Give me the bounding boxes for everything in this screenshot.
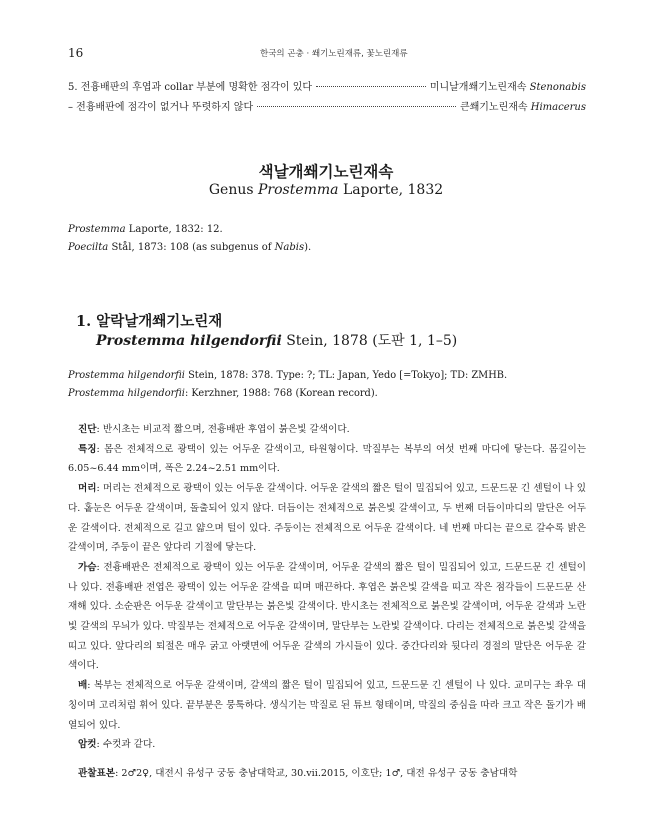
key-result-latin: Himacerus: [530, 102, 586, 113]
description-paragraph: [68, 479, 586, 558]
paragraph-label: 배: [78, 680, 88, 692]
paragraph-label: 암컷: [78, 739, 97, 751]
key-lead: 5. 전흉배판의 후엽과 collar 부분에 명확한 점각이 있다: [68, 82, 313, 93]
synonym-name: Prostemma: [68, 224, 126, 235]
synonym-reference: Laporte, 1832: 12.: [128, 224, 223, 235]
species-description: [68, 420, 586, 784]
species-heading-latin: [96, 330, 457, 350]
synonym-reference: : Kerzhner, 1988: 768 (Korean record).: [184, 388, 378, 399]
species-author: Stein, 1878 (도판 1, 1–5): [281, 333, 458, 349]
genus-name: Prostemma: [257, 182, 339, 198]
genus-title-latin: [0, 182, 652, 198]
synonym-note-end: ).: [304, 242, 312, 253]
description-paragraph: [68, 676, 586, 735]
key-lead: – 전흉배판에 점각이 없거나 뚜렷하지 않다: [68, 102, 254, 113]
paragraph-label: 진단: [78, 424, 97, 435]
species-name: Prostemma hilgendorfii: [96, 333, 282, 349]
synonym-name: Poecilta: [68, 242, 109, 253]
key-result-korean: 미니날개쐐기노린재속: [429, 82, 527, 93]
synonym-name: Prostemma hilgendorfii: [68, 370, 185, 381]
synonym-note-name: Nabis: [274, 242, 305, 253]
genus-title-korean: 색날개쐐기노린재속: [258, 162, 394, 181]
species-synonym: [68, 370, 507, 381]
page-number: 16: [68, 46, 84, 60]
paragraph-text: : 복부는 전체적으로 어두운 갈색이며, 갈색의 짧은 털이 밀집되어 있고, 드문드문 긴 센털이 나 있다. 교미구는 좌우 대칭이며 고리처럼 휘어 있다. 끝부분은 뭉툭하다. 생식기는 막질로 된 튜브 형태이며, 막질의 중심을 따라 크고 작은 돌기가 배열되어 있다.: [68, 680, 586, 731]
paragraph-label: 특징: [78, 443, 97, 455]
paragraph-text: : 반시초는 비교적 짧으며, 전흉배판 후엽이 붉은빛 갈색이다.: [96, 424, 350, 435]
key-result-korean: 큰쐐기노린재속: [459, 102, 528, 113]
key-result: [430, 78, 586, 93]
paragraph-label: 가슴: [78, 561, 97, 573]
paragraph-text: : 2♂2♀, 대전시 유성구 궁동 충남대학교, 30.vii.2015, 이호단; 1♂, 대전 유성구 궁동 충남대학: [115, 767, 518, 779]
genus-prefix: Genus: [208, 182, 254, 198]
synonym-reference: Stein, 1878: 378. Type: ?; TL: Japan, Yedo [=Tokyo]; TD: ZMHB.: [184, 370, 508, 381]
paragraph-text: : 전흉배판은 전체적으로 광택이 있는 어두운 갈색이며, 어두운 갈색의 짧은 털이 밀집되어 있고, 드문드문 긴 센털이 나 있다. 전흉배판 전엽은 광택이 있는 어두운 갈색을 띠며 매끈하다. 후엽은 붉은빛 갈색을 띠고 작은 점각들이 드문드문 산재해 있다. 소순판은 어두운 갈색이고 말단부는 붉은빛 갈색이다. 반시초는 전체적으로 붉은빛 갈색이며, 어두운 갈색과 노란빛 갈색의 무늬가 있다. 막질부는 전체적으로 어두운 갈색이며, 말단부는 노란빛 갈색이다. 다리는 전체적으로 붉은빛 갈색을 띠고 있다. 앞다리의 퇴절은 매우 굵고 아랫면에 어두운 갈색의 가시들이 있다. 중간다리와 뒷다리 경절의 말단은 어두운 갈색이다.: [68, 561, 586, 672]
key-result: [460, 98, 586, 113]
leader-dots: [257, 106, 456, 107]
running-title: 한국의 곤충 · 쐐기노린재류, 꽃노린재류: [260, 49, 408, 59]
genus-synonym: [68, 224, 223, 235]
paragraph-label: 관찰표본: [78, 767, 116, 779]
material-examined: [68, 764, 586, 784]
paragraph-label: 머리: [78, 483, 97, 495]
genus-synonym: [68, 242, 311, 253]
species-synonym: [68, 388, 378, 399]
key-couplet-line: [68, 98, 586, 113]
key-couplet-line: [68, 78, 586, 93]
paragraph-text: : 머리는 전체적으로 광택이 있는 어두운 갈색이다. 어두운 갈색의 짧은 털이 밀집되어 있고, 드문드문 긴 센털이 나 있다. 홑눈은 어두운 갈색이며, 돌출되어 있지 않다. 더듬이는 전체적으로 붉은빛 갈색이고, 두 번째 더듬이마디의 말단은 어두운 갈색이다. 전체적으로 길고 얇으며 털이 있다. 주둥이는 전체적으로 어두운 갈색이다. 네 번째 마디는 끝으로 갈수록 밝은 갈색이며, 주둥이 끝은 앞다리 기절에 닿는다.: [68, 483, 586, 554]
spacer: [68, 755, 586, 764]
description-paragraph: [68, 558, 586, 676]
paragraph-text: : 몸은 전체적으로 광택이 있는 어두운 갈색이고, 타원형이다. 막질부는 복부의 여섯 번째 마디에 닿는다. 몸길이는 6.05~6.44 mm이며, 폭은 2.24~2.51 mm이다.: [68, 443, 586, 475]
key-result-latin: Stenonabis: [529, 82, 586, 93]
description-paragraph: [68, 440, 586, 479]
genus-author: Laporte, 1832: [342, 182, 444, 198]
species-heading-korean: 1. 알락날개쐐기노린재: [76, 313, 223, 330]
description-paragraph: [68, 420, 586, 440]
leader-dots: [316, 86, 426, 87]
synonym-name: Prostemma hilgendorfii: [68, 388, 185, 399]
synonym-reference: Stål, 1873: 108 (as subgenus of: [111, 242, 275, 253]
description-paragraph: [68, 735, 586, 755]
paragraph-text: : 수컷과 같다.: [96, 739, 156, 751]
